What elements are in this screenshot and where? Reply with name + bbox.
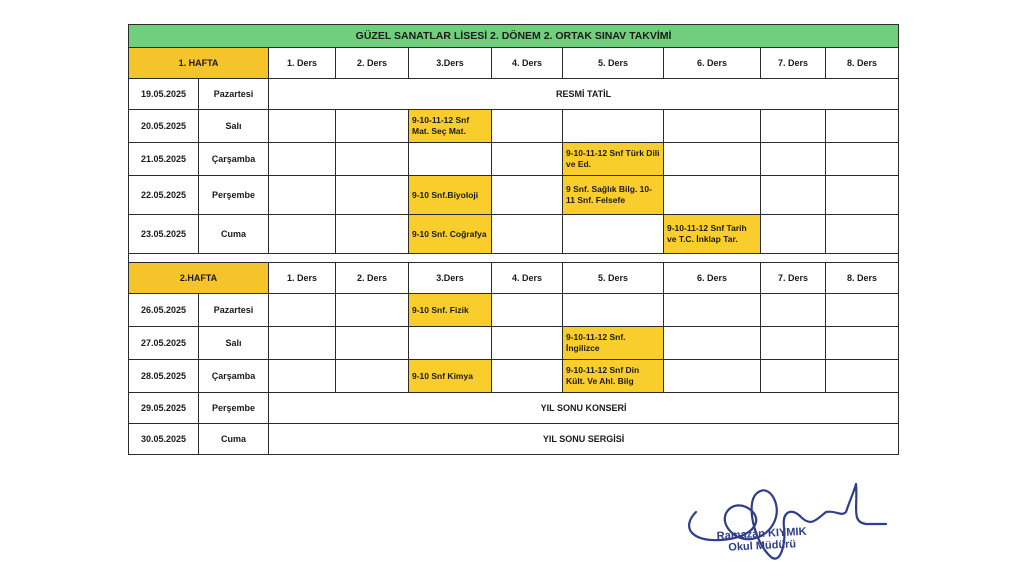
- week2-header-row: [129, 263, 899, 294]
- empty-cell: [761, 360, 826, 393]
- date-cell: 26.05.2025: [129, 294, 199, 327]
- lesson-header: 2. Ders: [336, 263, 409, 294]
- table-row: [129, 143, 899, 176]
- lesson-header: 7. Ders: [761, 263, 826, 294]
- date-cell: 28.05.2025: [129, 360, 199, 393]
- signer-name: Ramazan KIYMIK: [716, 525, 807, 543]
- lesson-header: 6. Ders: [664, 48, 761, 79]
- lesson-header: 4. Ders: [492, 263, 563, 294]
- week-separator: [129, 254, 899, 263]
- empty-cell: [761, 215, 826, 254]
- empty-cell: [269, 360, 336, 393]
- exam-cell: 9-10-11-12 Snf Tarih ve T.C. İnklap Tar.: [664, 215, 761, 254]
- day-cell: Perşembe: [199, 393, 269, 424]
- empty-cell: [761, 143, 826, 176]
- separator-cell: [129, 254, 899, 263]
- exam-schedule-table: [128, 24, 899, 455]
- empty-cell: [664, 176, 761, 215]
- lesson-header: 5. Ders: [563, 263, 664, 294]
- table-row: [129, 294, 899, 327]
- empty-cell: [492, 294, 563, 327]
- table-row: [129, 360, 899, 393]
- date-cell: 19.05.2025: [129, 79, 199, 110]
- empty-cell: [761, 110, 826, 143]
- empty-cell: [336, 327, 409, 360]
- lesson-header: 3.Ders: [409, 48, 492, 79]
- exam-cell: 9-10 Snf.Biyoloji: [409, 176, 492, 215]
- empty-cell: [761, 294, 826, 327]
- empty-cell: [492, 110, 563, 143]
- date-cell: 29.05.2025: [129, 393, 199, 424]
- empty-cell: [563, 294, 664, 327]
- date-cell: 23.05.2025: [129, 215, 199, 254]
- signer-role: Okul Müdürü: [728, 538, 797, 554]
- lesson-header: 1. Ders: [269, 48, 336, 79]
- day-cell: Cuma: [199, 424, 269, 455]
- empty-cell: [826, 360, 899, 393]
- date-cell: 21.05.2025: [129, 143, 199, 176]
- empty-cell: [269, 327, 336, 360]
- holiday-note: RESMİ TATİL: [269, 79, 899, 110]
- exam-cell: 9-10-11-12 Snf Mat. Seç Mat.: [409, 110, 492, 143]
- lesson-header: 1. Ders: [269, 263, 336, 294]
- empty-cell: [664, 360, 761, 393]
- day-cell: Çarşamba: [199, 143, 269, 176]
- day-cell: Perşembe: [199, 176, 269, 215]
- empty-cell: [336, 143, 409, 176]
- table-row: [129, 79, 899, 110]
- date-cell: 20.05.2025: [129, 110, 199, 143]
- empty-cell: [826, 176, 899, 215]
- empty-cell: [336, 110, 409, 143]
- signature-scribble: [676, 472, 896, 572]
- empty-cell: [269, 294, 336, 327]
- lesson-header: 4. Ders: [492, 48, 563, 79]
- day-cell: Çarşamba: [199, 360, 269, 393]
- signature-block: [716, 526, 807, 555]
- lesson-header: 2. Ders: [336, 48, 409, 79]
- week2-label: 2.HAFTA: [129, 263, 269, 294]
- exam-cell: 9-10-11-12 Snf Din Kült. Ve Ahl. Bilg: [563, 360, 664, 393]
- lesson-header: 8. Ders: [826, 263, 899, 294]
- table-row: [129, 393, 899, 424]
- exam-cell: 9-10-11-12 Snf Türk Dili ve Ed.: [563, 143, 664, 176]
- empty-cell: [336, 360, 409, 393]
- exam-cell: 9-10-11-12 Snf. İngilizce: [563, 327, 664, 360]
- empty-cell: [664, 327, 761, 360]
- day-cell: Salı: [199, 110, 269, 143]
- day-cell: Cuma: [199, 215, 269, 254]
- empty-cell: [664, 294, 761, 327]
- day-cell: Salı: [199, 327, 269, 360]
- empty-cell: [269, 215, 336, 254]
- week1-label: 1. HAFTA: [129, 48, 269, 79]
- empty-cell: [826, 294, 899, 327]
- empty-cell: [269, 110, 336, 143]
- exam-cell: 9-10 Snf Kimya: [409, 360, 492, 393]
- table-row: [129, 424, 899, 455]
- empty-cell: [761, 327, 826, 360]
- empty-cell: [563, 110, 664, 143]
- empty-cell: [269, 176, 336, 215]
- page-title: GÜZEL SANATLAR LİSESİ 2. DÖNEM 2. ORTAK SINAV TAKVİMİ: [129, 25, 899, 48]
- lesson-header: 8. Ders: [826, 48, 899, 79]
- empty-cell: [761, 176, 826, 215]
- table-row: [129, 110, 899, 143]
- empty-cell: [492, 143, 563, 176]
- empty-cell: [826, 110, 899, 143]
- lesson-header: 6. Ders: [664, 263, 761, 294]
- empty-cell: [826, 327, 899, 360]
- exam-cell: 9 Snf. Sağlık Bilg. 10-11 Snf. Felsefe: [563, 176, 664, 215]
- empty-cell: [826, 143, 899, 176]
- empty-cell: [409, 327, 492, 360]
- day-cell: Pazartesi: [199, 79, 269, 110]
- date-cell: 22.05.2025: [129, 176, 199, 215]
- empty-cell: [336, 294, 409, 327]
- lesson-header: 5. Ders: [563, 48, 664, 79]
- empty-cell: [664, 143, 761, 176]
- table-row: [129, 327, 899, 360]
- empty-cell: [563, 215, 664, 254]
- empty-cell: [826, 215, 899, 254]
- exam-cell: 9-10 Snf. Fizik: [409, 294, 492, 327]
- table-row: [129, 176, 899, 215]
- day-cell: Pazartesi: [199, 294, 269, 327]
- empty-cell: [409, 143, 492, 176]
- empty-cell: [492, 360, 563, 393]
- event-note: YIL SONU SERGİSİ: [269, 424, 899, 455]
- empty-cell: [336, 176, 409, 215]
- lesson-header: 7. Ders: [761, 48, 826, 79]
- empty-cell: [492, 176, 563, 215]
- title-row: [129, 25, 899, 48]
- empty-cell: [492, 215, 563, 254]
- lesson-header: 3.Ders: [409, 263, 492, 294]
- event-note: YIL SONU KONSERİ: [269, 393, 899, 424]
- date-cell: 27.05.2025: [129, 327, 199, 360]
- table-row: [129, 215, 899, 254]
- date-cell: 30.05.2025: [129, 424, 199, 455]
- exam-cell: 9-10 Snf. Coğrafya: [409, 215, 492, 254]
- empty-cell: [664, 110, 761, 143]
- empty-cell: [492, 327, 563, 360]
- empty-cell: [336, 215, 409, 254]
- empty-cell: [269, 143, 336, 176]
- week1-header-row: [129, 48, 899, 79]
